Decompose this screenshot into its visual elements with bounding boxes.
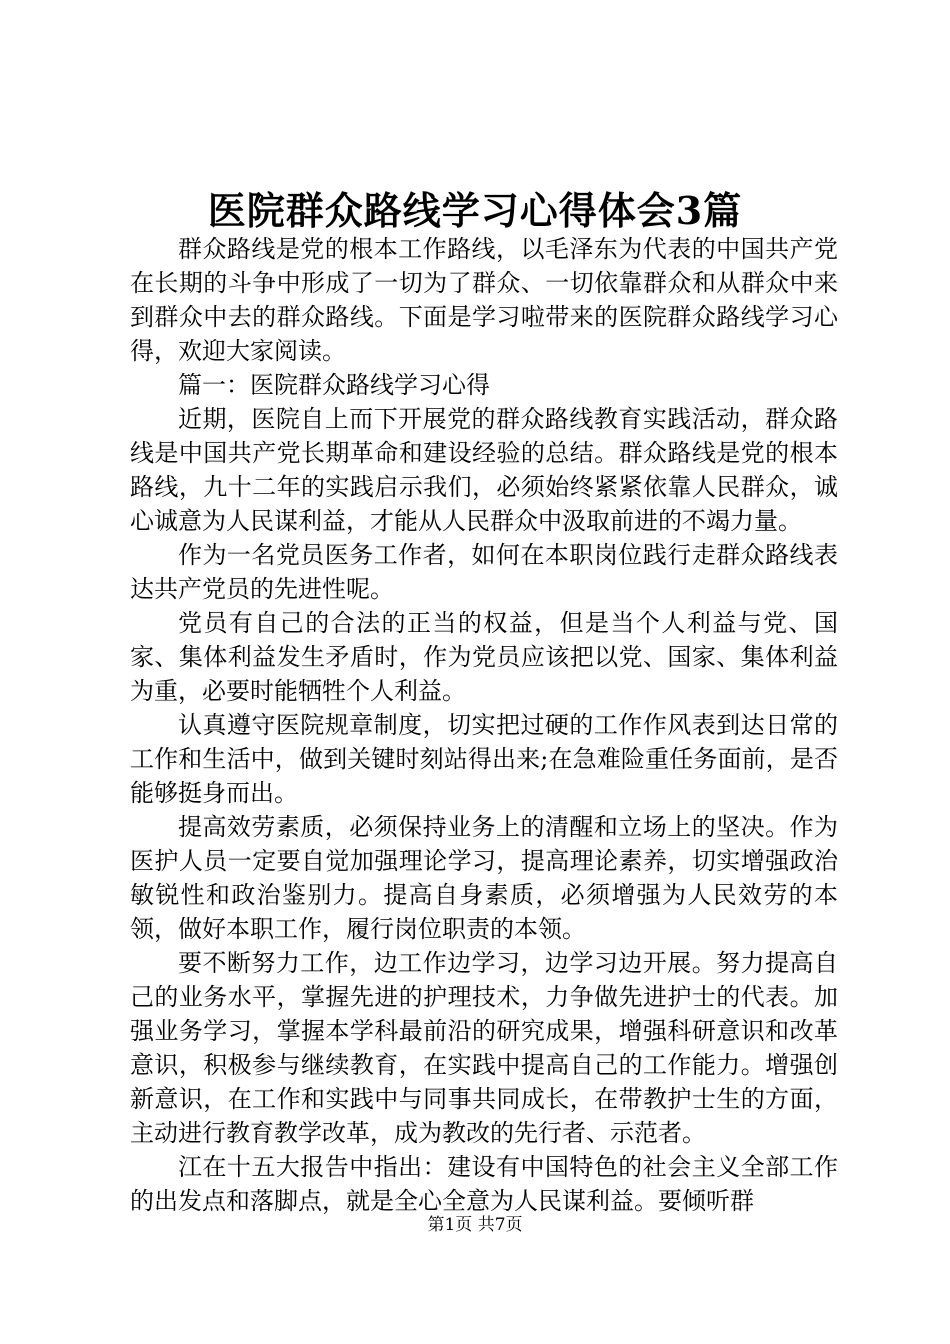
paragraph: 认真遵守医院规章制度，切实把过硬的工作作风表到达日常的工作和生活中，做到关键时刻站得出来;在急难险重任务面前，是否能够挺身而出。 <box>130 711 838 807</box>
paragraph: 要不断努力工作，边工作边学习，边学习边开展。努力提高自己的业务水平，掌握先进的护理技术，力争做先进护士的代表。加强业务学习，掌握本学科最前沿的研究成果，增强科研意识和改革意识，积极参与继续教育，在实践中提高自己的工作能力。增强创新意识，在工作和实践中与同事共同成长，在带教护士生的方面，主动进行教育教学改革，成为教改的先行者、示范者。 <box>130 949 838 1147</box>
paragraph: 提高效劳素质，必须保持业务上的清醒和立场上的坚决。作为医护人员一定要自觉加强理论学习，提高理论素养，切实增强政治敏锐性和政治鉴别力。提高自身素质，必须增强为人民效劳的本领，做好本职工作，履行岗位职责的本领。 <box>130 813 838 943</box>
section-heading: 篇一：医院群众路线学习心得 <box>178 371 490 399</box>
document-title: 医院群众路线学习心得体会3篇 <box>207 188 743 233</box>
page-number-footer: 第1页 共7页 <box>427 1215 523 1235</box>
paragraph: 党员有自己的合法的正当的权益，但是当个人利益与党、国家、集体利益发生矛盾时，作为党员应该把以党、国家、集体利益为重，必要时能牺牲个人利益。 <box>130 609 838 705</box>
paragraph-intro: 群众路线是党的根本工作路线，以毛泽东为代表的中国共产党在长期的斗争中形成了一切为了群众、一切依靠群众和从群众中来到群众中去的群众路线。下面是学习啦带来的医院群众路线学习心得，欢迎大家阅读。 <box>130 235 838 365</box>
paragraph: 作为一名党员医务工作者，如何在本职岗位践行走群众路线表达共产党员的先进性呢。 <box>130 541 838 603</box>
paragraph: 近期，医院自上而下开展党的群众路线教育实践活动，群众路线是中国共产党长期革命和建设经验的总结。群众路线是党的根本路线，九十二年的实践启示我们，必须始终紧紧依靠人民群众，诚心诚意为人民谋利益，才能从人民群众中汲取前进的不竭力量。 <box>130 405 838 535</box>
document-body <box>130 232 838 1218</box>
paragraph: 江在十五大报告中指出：建设有中国特色的社会主义全部工作的出发点和落脚点，就是全心全意为人民谋利益。要倾听群 <box>130 1153 838 1215</box>
